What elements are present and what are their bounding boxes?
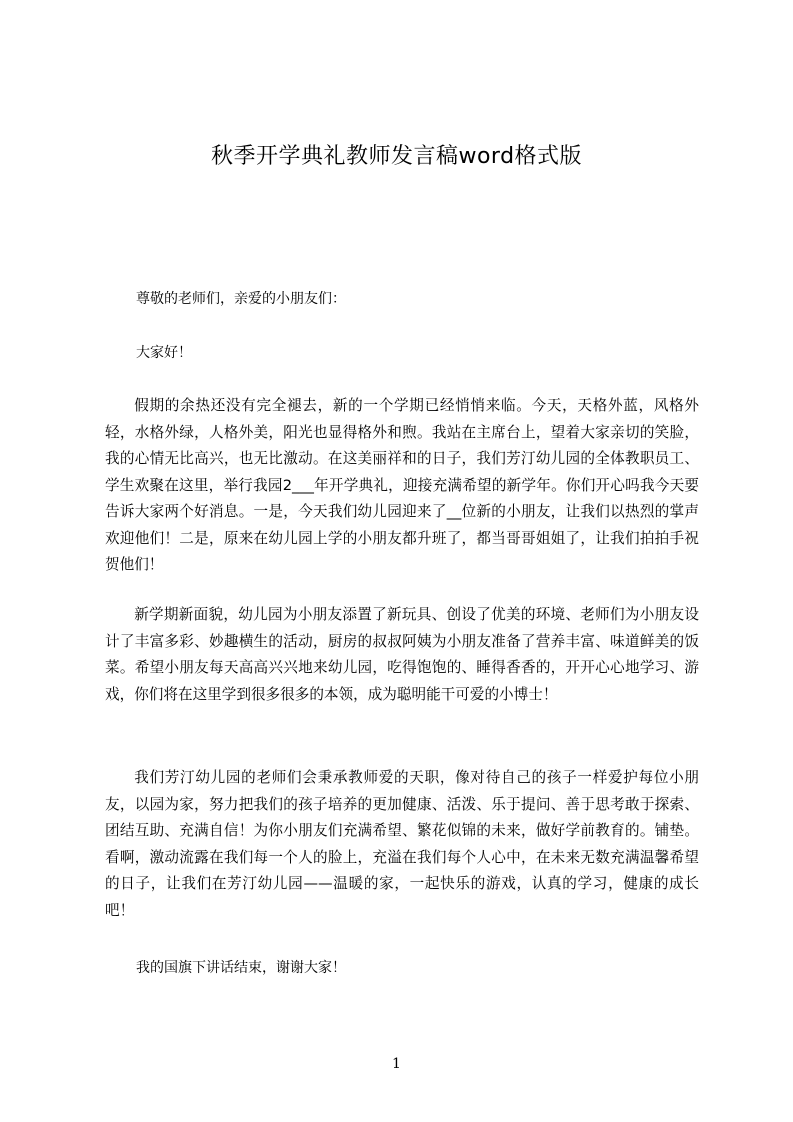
paragraph: 我们芳汀幼儿园的老师们会秉承教师爱的天职，像对待自己的孩子一样爱护每位小朋友，以园为家，努力把我们的孩子培养的更加健康、活泼、乐于提问、善于思考敢于探索、团结互助、充满自信！为你小朋友们充满希望、繁花似锦的未来，做好学前教育的。铺垫。看啊，激动流露在我们每一个人的脸上，充溢在我们每个人心中，在未来无数充满温馨希望的日子，让我们在芳汀幼儿园——温暖的家，一起快乐的游戏，认真的学习，健康的成长吧！ — [105, 769, 699, 919]
paragraph: 新学期新面貌，幼儿园为小朋友添置了新玩具、创设了优美的环境、老师们为小朋友设计了丰富多彩、妙趣横生的活动，厨房的叔叔阿姨为小朋友准备了营养丰富、味道鲜美的饭菜。希望小朋友每天高高兴兴地来幼儿园，吃得饱饱的、睡得香香的，开开心心地学习、游戏，你们将在这里学到很多很多的本领，成为聪明能干可爱的小博士！ — [105, 606, 699, 703]
salutation: 尊敬的老师们，亲爱的小朋友们： — [136, 291, 346, 307]
greeting: 大家好！ — [136, 345, 192, 361]
paragraph: 假期的余热还没有完全褪去，新的一个学期已经悄悄来临。今天，天格外蓝，风格外轻，水格外绿，人格外美，阳光也显得格外和煦。我站在主席台上，望着大家亲切的笑脸，我的心情无比高兴，也无比激动。在这美丽祥和的日子，我们芳汀幼儿园的全体教职员工、学生欢聚在这里，举行我园2___年开学典礼，迎接充满希望的新学年。你们开心吗我今天要告诉大家两个好消息。一是，今天我们幼儿园迎来了__位新的小朋友，让我们以热烈的掌声欢迎他们！二是，原来在幼儿园上学的小朋友都升班了，都当哥哥姐姐了，让我们拍拍手祝贺他们！ — [105, 397, 699, 573]
page-number: 1 — [392, 1056, 401, 1072]
document-title: 秋季开学典礼教师发言稿word格式版 — [210, 144, 583, 169]
closing-line: 我的国旗下讲话结束，谢谢大家！ — [136, 960, 346, 976]
